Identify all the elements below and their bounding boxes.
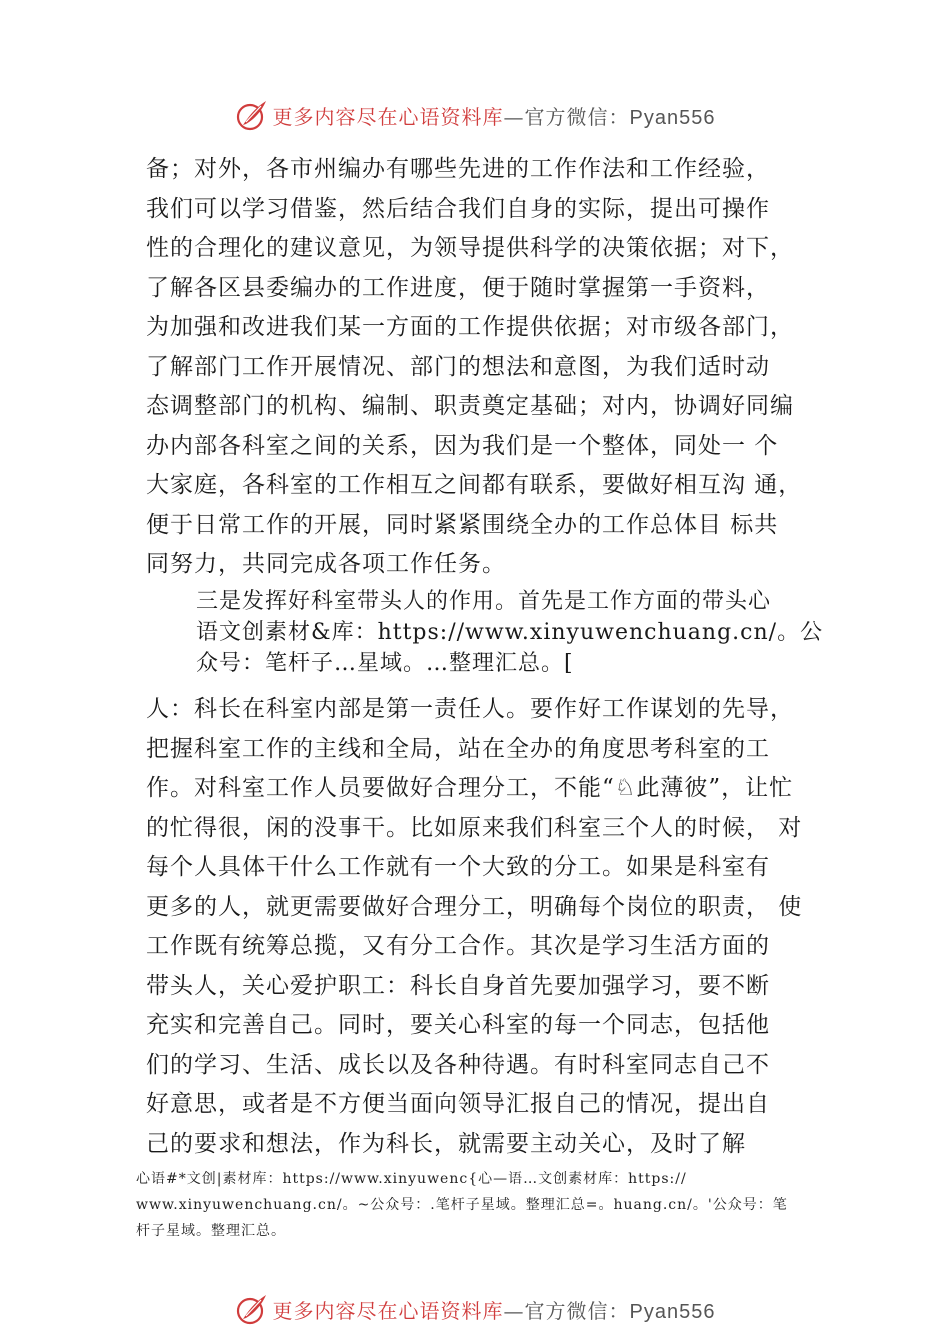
footnote-line: www.xinyuwenchuang.cn/。~公众号：.笔杆子星域。整理汇总=。huang.cn/。'公众号：笔 <box>136 1197 788 1213</box>
text-line: 带头人，关心爱护职工：科长自身首先要加强学习，要不断 <box>146 972 770 999</box>
banner-wechat-id: Pyan556 <box>629 106 716 129</box>
quill-logo-icon <box>235 98 269 132</box>
text-line: 了解部门工作开展情况、部门的想法和意图，为我们适时动 <box>146 353 770 380</box>
text-line: 工作既有统筹总揽，又有分工合作。其次是学习生活方面的 <box>146 933 770 959</box>
text-line: 性的合理化的建议意见，为领导提供科学的决策依据；对下， <box>146 235 794 261</box>
text-line: 了解各区县委编办的工作进度，便于随时掌握第一手资料， <box>146 274 770 301</box>
text-line: 我们可以学习借鉴，然后结合我们自身的实际，提出可操作 <box>146 195 770 222</box>
header-banner <box>0 95 950 135</box>
text-line: 备；对外，各市州编办有哪些先进的工作作法和工作经验， <box>146 156 770 182</box>
text-line: 每个人具体干什么工作就有一个大致的分工。如果是科室有 <box>146 854 770 880</box>
text-line: 语文创素材&库：https://www.xinyuwenchuang.cn/。公 <box>196 620 824 645</box>
quill-logo-icon <box>235 1292 269 1326</box>
text-line: 己的要求和想法，作为科长，就需要主动关心，及时了解 <box>146 1130 746 1157</box>
banner-brand-text: 更多内容尽在心语资料库 <box>272 1298 504 1323</box>
text-line: 三是发挥好科室带头人的作用。首先是工作方面的带头心 <box>196 589 772 614</box>
text-line: 同努力，共同完成各项工作任务。 <box>146 551 506 577</box>
text-line: 好意思，或者是不方便当面向领导汇报自己的情况，提出自 <box>146 1091 770 1117</box>
footnote-line: 心语#*文创|素材库：https://www.xinyuwenc{心—语…文创素材库：https:// <box>136 1171 687 1187</box>
banner-wechat-id: Pyan556 <box>629 1300 716 1323</box>
text-line: 态调整部门的机构、编制、职责奠定基础；对内，协调好同编 <box>146 393 794 419</box>
footnote-line: 杆子星域。整理汇总。 <box>136 1223 286 1239</box>
banner-dash: — <box>503 1298 525 1323</box>
text-line: 更多的人，就更需要做好合理分工，明确每个岗位的职责， 使 <box>146 893 803 920</box>
banner-brand-text: 更多内容尽在心语资料库 <box>272 104 504 129</box>
text-line: 作。对科室工作人员要做好合理分工，不能“♘此薄彼”，让忙 <box>146 775 794 801</box>
paragraph-2 <box>196 586 886 679</box>
banner-wechat-label: 官方微信： <box>524 104 630 129</box>
text-line: 充实和完善自己。同时，要关心科室的每一个同志，包括他 <box>146 1012 770 1038</box>
paragraph-1 <box>146 150 836 585</box>
text-line: 办内部各科室之间的关系，因为我们是一个整体，同处一 个 <box>146 432 779 459</box>
banner-dash: — <box>503 104 525 129</box>
paragraph-3 <box>146 690 836 1164</box>
footer-banner <box>0 1289 950 1329</box>
text-line: 的忙得很，闲的没事干。比如原来我们科室三个人的时候， 对 <box>146 814 803 841</box>
text-line: 为加强和改进我们某一方面的工作提供依据；对市级各部门， <box>146 314 794 340</box>
text-line: 把握科室工作的主线和全局，站在全办的角度思考科室的工 <box>146 735 770 762</box>
text-line: 大家庭，各科室的工作相互之间都有联系，要做好相互沟 通， <box>146 472 803 498</box>
text-line: 便于日常工作的开展，同时紧紧围绕全办的工作总体目 标共 <box>146 511 779 538</box>
text-line: 众号：笔杆子…星域。…整理汇总。[ <box>196 651 574 676</box>
text-line: 人：科长在科室内部是第一责任人。要作好工作谋划的先导， <box>146 696 794 722</box>
footnote <box>136 1166 836 1244</box>
banner-wechat-label: 官方微信： <box>524 1298 630 1323</box>
text-line: 们的学习、生活、成长以及各种待遇。有时科室同志自己不 <box>146 1051 770 1078</box>
